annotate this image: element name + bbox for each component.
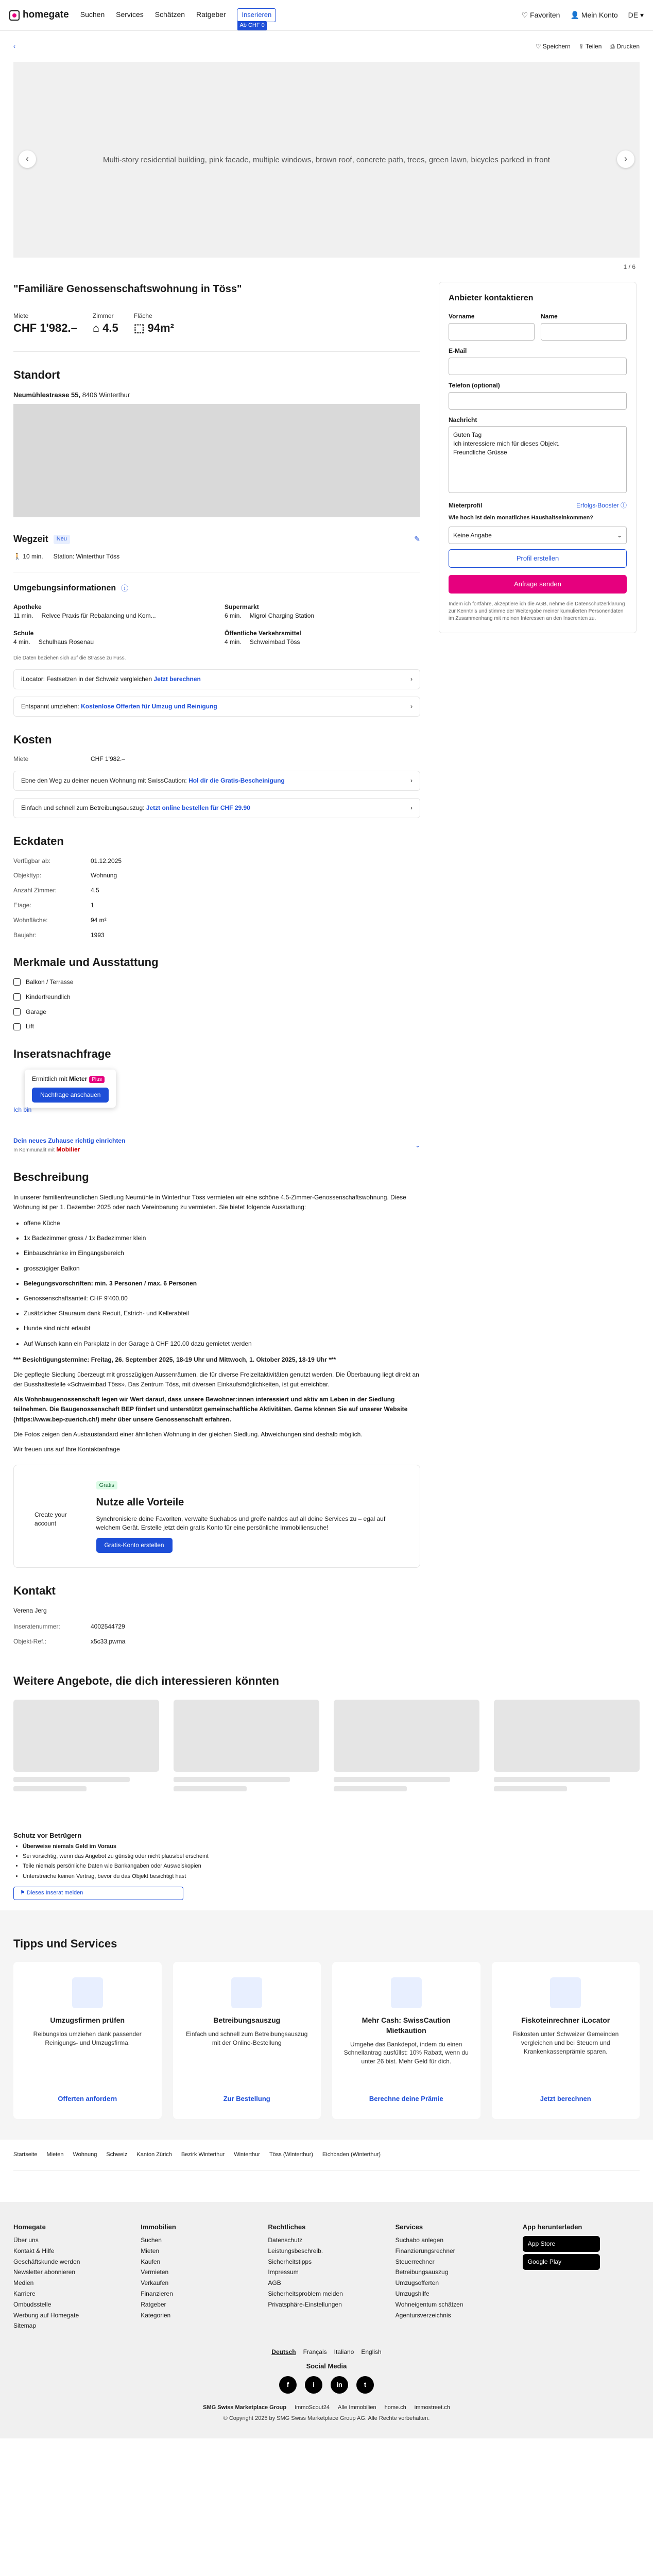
promo-swisscaution[interactable]: Ebne den Weg zu deiner neuen Wohnung mit SwissCaution: Hol dir die Gratis-Bescheinigung › [13,771,420,791]
travel-info: 🚶 10 min. Station: Winterthur Töss [13,552,120,560]
umgebung-heading: Umgebungsinformationen [13,584,116,593]
contact-name: Verena Jerg [13,1607,47,1615]
balcony-icon [13,978,21,986]
arrow-left-icon: ‹ [13,42,15,50]
flag-icon: ⚑ [20,1890,27,1896]
listing-card[interactable] [334,1700,479,1821]
feature-item: Garage [13,1008,420,1016]
surrounding-supermarkt: Supermarkt 6 min. Migrol Charging Station [225,603,315,619]
tipp-card-betreibung[interactable]: Betreibungsauszug Einfach und schnell zum Betreibungsauszug mit der Online-Bestellung Zur Bestellung [173,1962,321,2119]
feature-item: Kinderfreundlich [13,993,420,1002]
keyfact-zimmer: Zimmer ⌂ 4.5 [93,312,118,336]
income-select[interactable]: Keine Angabe ⌄ [449,527,627,544]
contact-table: Inseratenummer: 4002544729 Objekt-Ref.: x5c33.pwma [13,1622,126,1645]
back-link[interactable] [13,42,15,51]
social-links [13,2376,640,2394]
tipp-card-kaution[interactable]: Mehr Cash: SwissCaution Mietkaution Umgehe das Bankdepot, indem du einen Schnellantrag ausfüllst: 10% Rabatt, wenn du unter 26 bist. Mehr Geld für dich. Berechne deine Prämie [332,1962,480,2119]
similar-listings [13,1700,640,1821]
edit-icon[interactable]: ✎ [414,535,420,544]
kosten-miete-value: CHF 1'982.– [91,755,125,763]
nachfrage-link[interactable]: Ich bin [13,1106,32,1114]
standort-heading: Standort [13,368,60,382]
eckdaten-table: Verfügbar ab: 01.12.2025 Objekttyp: Wohnung Anzahl Zimmer: 4.5 Etage: 1 Wohnfläche: 94 m² Baujahr: 1993 [13,857,122,939]
surroundings-note: Die Daten beziehen sich auf die Strasse zu Fuss. [13,655,126,661]
heart-icon: ♡ [535,42,543,50]
gallery-image-description: Multi-story residential building, pink facade, multiple windows, brown roof, concrete path, trees, green lawn, bicycles parked in front [103,155,550,164]
nachfrage-button[interactable]: Nachfrage anschauen [32,1088,109,1103]
key-facts [13,312,420,336]
keyfact-miete: Miete CHF 1'982.– [13,312,77,334]
listing-card[interactable] [494,1700,640,1821]
document-icon [231,1977,262,2008]
kosten-heading: Kosten [13,733,52,746]
name-input[interactable] [541,323,627,341]
site-header [0,0,653,31]
copyright: © Copyright 2025 by SMG Swiss Marketplace Group AG. Alle Rechte vorbehalten. [223,2415,430,2422]
chevron-right-icon: › [410,702,413,710]
nav-schaetzen[interactable]: Schätzen [154,10,185,19]
google-play-button[interactable]: Google Play [523,2254,600,2270]
report-listing-button[interactable]: ⚑ Dieses Inserat melden [13,1887,183,1900]
info-icon[interactable]: ⓘ [121,584,129,592]
location-map[interactable] [13,404,420,517]
cash-icon [391,1977,422,2008]
main-nav [80,8,286,29]
nav-services[interactable]: Services [116,10,144,19]
chevron-right-icon: › [410,777,413,785]
calculator-icon [550,1977,581,2008]
speichern-button[interactable]: ♡ Speichern [535,42,571,50]
instagram-icon[interactable]: i [305,2376,322,2394]
footer-languages: Deutsch Français Italiano English [271,2348,382,2356]
logo-icon [9,10,20,21]
listing-card[interactable] [13,1700,159,1821]
weitere-heading: Weitere Angebote, die dich interessieren könnten [13,1674,279,1688]
info-icon: ⓘ [620,502,627,510]
tipps-section [0,1910,653,2140]
listing-card[interactable] [174,1700,319,1821]
surrounding-schule: Schule 4 min. Schulhaus Rosenau [13,630,94,646]
language-select[interactable]: DE ▾ [628,10,644,19]
new-badge: Neu [54,535,70,544]
image-gallery[interactable] [13,62,640,258]
keyfact-flaeche: Fläche ⬚ 94m² [134,312,174,336]
area-icon: ⬚ [133,321,145,334]
tipps-heading: Tipps und Services [13,1937,117,1950]
nav-suchen[interactable]: Suchen [80,10,105,19]
gallery-prev-button[interactable]: ‹ [19,150,36,168]
legal-text: Indem ich fortfahre, akzeptiere ich die AGB, nehme die Datenschutzerklärung zur Kenntnis und stimme der Weitergabe meiner kumulierten Personendaten im Zusammenhang mit meinen Interessen an den Inserenten zu. [449,601,625,621]
kontakt-heading: Kontakt [13,1584,56,1598]
moving-icon [72,1977,103,2008]
nachfrage-heading: Inseratsnachfrage [13,1047,111,1061]
breadcrumb: Startseite Mieten Wohnung Schweiz Kanton Zürich Bezirk Winterthur Winterthur Töss (Winterthur) Eichbaden (Winterthur) [13,2140,640,2171]
contact-sidebar [439,277,637,1653]
drucken-button[interactable]: ⎙ Drucken [610,42,640,50]
heart-icon: ♡ [521,10,530,19]
print-icon: ⎙ [610,42,617,50]
walking-icon: 🚶 [13,552,23,560]
surrounding-apotheke: Apotheke 11 min. Relvce Praxis für Rebalancing und Kom... [13,603,156,619]
favoriten-link[interactable]: ♡ Favoriten [521,10,560,19]
garage-icon [13,1008,21,1015]
fraud-protection: Schutz vor Betrügern • Überweise niemals Geld im Voraus • Sei vorsichtig, wenn das Angebot zu günstig oder nicht plausibel erscheint • Teile niemals persönliche Daten wie Bankangaben oder Ausweiskopien • Unterstreiche keinen Vertrag, bevor du das Objekt besichtigt hast ⚑ Dieses Inserat melden [13,1831,640,1900]
tipp-card-fiskal[interactable]: Fiskoteinrechner iLocator Fiskosten unter Schweizer Gemeinden vergleichen und bei Steuern und Krankenkassenprämie sparen. Jetzt berechnen [492,1962,640,2119]
app-store-button[interactable]: App Store [523,2236,600,2252]
inserieren-badge: Ab CHF 0 [237,21,266,30]
listing-content: "Familiäre Genossenschaftswohnung in Töss" Miete CHF 1'982.– Zimmer ⌂ 4.5 Fläche ⬚ 94m² Standort Neumühlestrasse 55, 8406 Winterthur Wegzeit Neu ✎ 🚶 10 min. Station: Winterthur Töss Umgebungsinformationen ⓘ Apotheke 11 min. Relvce Praxis für Rebalancing und Kom... Supermarkt 6 min. Migrol Charging Station Schule 4 min. Schulhaus Rosenau Öffentliche Verkehrsmittel 4 min. Schweimbad Töss Die Daten beziehen sich auf die Strasse zu Fuss. iLocator: Festsetzen in der Schweiz vergleichen Jetzt berechnen › Entspannt umziehen: Kostenlose Offerten für Umzug und Reinigung › Kosten Miete CHF 1'982.– Ebne den Weg zu deiner neuen Wohnung mit SwissCaution: Hol dir die Gratis-Bescheinigung › Einfach und schnell zum Betreibungsauszug: Jetzt online bestellen für CHF 29.90 › Eckdaten Verfügbar ab: 01.12.2025 Objekttyp: Wohnung Anzahl Zimmer: 4.5 Etage: 1 Wohnfläche: 94 m² Baujahr: 1993 Merkmale und Ausstattung Balkon / Terrasse Kinderfreundlich Garage Lift Inseratsnachfrage Ermittlich mit Mieter Plus Nachfrage anschauen Ich bin Dein neues Zuhause richtig einrichten In Kommunalit mit Mobilier ⌄ Beschreibung In unserer familienfreundlichen Siedlung Neumühle in Winterthur Töss vermieten wir eine schöne 4.5-Zimmer-Genossenschaftswohnung. Diese Wohnung ist per 1. Dezember 2025 oder nach Vereinbarung zu vermieten. Sie bietet folgende Ausstattung: • offene Küche • 1x Badezimmer gross / 1x Badezimmer klein • Einbauschränke im Eingangsbereich • grosszügiger Balkon • Belegungsvorschriften: min. 3 Personen / max. 6 Personen • Genossenschaftsanteil: CHF 9'400.00 • Zusätzlicher Stauraum dank Reduit, Estrich- und Kellerabteil • Hunde sind nicht erlaubt • Auf Wunsch kann ein Parkplatz in der Garage à CHF 120.00 dazu gemietet werden *** Besichtigungstermine: Freitag, 26. September 2025, 18-19 Uhr und Mittwoch, 1. Oktober 2025, 18-19 Uhr *** Die gepflegte Siedlung überzeugt mit grosszügigen Aussenräumen, die für diverse Freizeitaktivitäten genutzt werden. Die Überbauung liegt direkt an der Busshaltestelle «Schweimbad Töss». Das Zentrum Töss, mit diversen Einkaufsmöglichkeiten, ist gut erreichbar. Als Wohnbaugenossenschaft legen wir Wert darauf, dass unsere Bewohner:innen interessiert und aktiv am Leben in der Siedlung teilnehmen. Die Baugenossenschaft BEP fördert und unterstützt gemeinschaftliche Aktivitäten. Gerne können Sie auf unserer Website (https://www.bep-zuerich.ch/) mehr über unsere Genossenschaft erfahren. Die Fotos zeigen den Ausbaustandard einer ähnlichen Wohnung in der gleichen Siedlung. Abweichungen sind deshalb möglich. Wir freuen uns auf Ihre Kontaktanfrage Create your account Gratis Nutze alle Vorteile Synchronisiere deine Favoriten, verwalte Suchabos und greife nahtlos auf all deine Services zu – egal auf welchem Gerät. Erstelle jetzt dein gratis Konto für eine persönliche Immobiliensuche! Gratis-Konto erstellen Kontakt Verena Jerg Inseratenummer: 4002544729 Objekt-Ref.: x5c33.pwma [13,277,420,1653]
chevron-right-icon: › [410,804,413,811]
nav-ratgeber[interactable]: Ratgeber [196,10,226,19]
nachfrage-tooltip: Ermittlich mit Mieter Plus Nachfrage anschauen [25,1070,116,1108]
promo-betreibung[interactable]: Einfach und schnell zum Betreibungsauszug: Jetzt online bestellen für CHF 29.90 › [13,798,420,818]
address: Neumühlestrasse 55, 8406 Winterthur [13,391,130,399]
lift-icon [13,1023,21,1030]
contact-form: Anbieter kontaktieren Vorname Name E-Mail Telefon (optional) Nachricht Guten Tag Ich interessiere mich für dieses Objekt. Freundliche Grüsse Mieterprofil Erfolgs-Booster ⓘ Wie hoch ist dein monatliches Haushaltseinkommen? Keine Angabe ⌄ Profil erstellen Anfrage senden Indem ich fortfahre, akzeptiere ich die AGB, nehme die Datenschutzerklärung zur Kenntnis und stimme der Weitergabe meiner kumulierten Personendaten im Zusammenhang mit meinen Interessen an den Inserenten zu. [439,282,637,633]
twitter-icon[interactable]: t [356,2376,374,2394]
user-icon: 👤 [570,10,581,19]
surrounding-oev: Öffentliche Verkehrsmittel 4 min. Schweimbad Töss [225,630,301,646]
konto-link[interactable]: 👤 Mein Konto [570,10,618,19]
chevron-right-icon: › [410,675,413,683]
vorname-input[interactable] [449,323,535,341]
create-account-button[interactable]: Gratis-Konto erstellen [96,1538,173,1553]
email-input[interactable] [449,358,627,375]
feature-item: Lift [13,1022,420,1031]
inserieren-button[interactable]: Inserieren Ab CHF 0 [237,8,276,22]
chevron-down-icon: ⌄ [616,531,622,539]
wegzeit-heading: Wegzeit [13,534,48,545]
description-list: • offene Küche • 1x Badezimmer gross / 1x Badezimmer klein • Einbauschränke im Eingangsbereich • grosszügiger Balkon • Belegungsvorschriften: min. 3 Personen / max. 6 Personen • Genossenschaftsanteil: CHF 9'400.00 • Zusätzlicher Stauraum dank Reduit, Estrich- und Kellerabteil • Hunde sind nicht erlaubt • Auf Wunsch kann ein Parkplatz in der Garage à CHF 120.00 dazu gemietet werden [13,1218,420,1349]
profil-erstellen-button[interactable]: Profil erstellen [449,549,627,568]
linkedin-icon[interactable]: in [331,2376,348,2394]
facebook-icon[interactable]: f [279,2376,297,2394]
site-footer: Homegate Über uns Kontakt & Hilfe Geschäftskunde werden Newsletter abonnieren Medien Karriere Ombudsstelle Werbung auf Homegate Sitemap Immobilien Suchen Mieten Kaufen Vermieten Verkaufen Finanzieren Ratgeber Kategorien Rechtliches Datenschutz Leistungsbeschreib. Sicherheitstipps Impressum AGB Sicherheitsproblem melden Privatsphäre-Einstellungen Services Suchabo anlegen Finanzierungsrechner Steuerrechner Betreibungsauszug Umzugsofferten Umzugshilfe Wohneigentum schätzen Agentursverzeichnis App herunterladen App Store Google Play Deutsch Français Italiano English Social Media f i in t SMG Swiss Marketplace Group ImmoScout24 Alle Immobilien home.ch immostreet.ch © Copyright 2025 by SMG Swiss Marketplace Group AG. Alle Rechte vorbehalten. [0,2202,653,2438]
beschreibung-heading: Beschreibung [13,1170,89,1183]
anfrage-senden-button[interactable]: Anfrage senden [449,575,627,594]
surroundings-grid [13,603,420,647]
child-icon [13,993,21,1001]
promo-umzug[interactable]: Entspannt umziehen: Kostenlose Offerten für Umzug und Reinigung › [13,697,420,717]
gallery-counter: 1 / 6 [623,263,635,270]
gallery-next-button[interactable]: › [617,150,634,168]
promo-ilocator[interactable]: iLocator: Festsetzen in der Schweiz vergleichen Jetzt berechnen › [13,669,420,689]
telefon-input[interactable] [449,392,627,410]
gratis-badge: Gratis [96,1481,117,1489]
chevron-down-icon: ▾ [638,10,644,19]
eckdaten-heading: Eckdaten [13,834,64,848]
mieterprofil-link[interactable]: Erfolgs-Booster ⓘ [576,502,627,510]
chevron-down-icon: ⌄ [415,1141,420,1149]
tipp-card-umzug[interactable]: Umzugsfirmen prüfen Reibungslos umziehen dank passender Reinigungs- und Umzugsfirma. Offerten anfordern [13,1962,162,2119]
description: In unserer familienfreundlichen Siedlung Neumühle in Winterthur Töss vermieten wir eine schöne 4.5-Zimmer-Genossenschaftswohnung. Diese Wohnung ist per 1. Dezember 2025 oder nach Vereinbarung zu vermieten. Sie bietet folgende Ausstattung: • offene Küche • 1x Badezimmer gross / 1x Badezimmer klein • Einbauschränke im Eingangsbereich • grosszügiger Balkon • Belegungsvorschriften: min. 3 Personen / max. 6 Personen • Genossenschaftsanteil: CHF 9'400.00 • Zusätzlicher Stauraum dank Reduit, Estrich- und Kellerabteil • Hunde sind nicht erlaubt • Auf Wunsch kann ein Parkplatz in der Garage à CHF 120.00 dazu gemietet werden *** Besichtigungstermine: Freitag, 26. September 2025, 18-19 Uhr und Mittwoch, 1. Oktober 2025, 18-19 Uhr *** Die gepflegte Siedlung überzeugt mit grosszügigen Aussenräumen, die für diverse Freizeitaktivitäten genutzt werden. Die Überbauung liegt direkt an der Busshaltestelle «Schweimbad Töss». Das Zentrum Töss, mit diversen Einkaufsmöglichkeiten, ist gut erreichbar. Als Wohnbaugenossenschaft legen wir Wert darauf, dass unsere Bewohner:innen interessiert und aktiv am Leben in der Siedlung teilnehmen. Die Baugenossenschaft BEP fördert und unterstützt gemeinschaftliche Aktivitäten. Gerne können Sie auf unserer Website (https://www.bep-zuerich.ch/) mehr über unsere Genossenschaft erfahren. Die Fotos zeigen den Ausbaustandard einer ähnlichen Wohnung in der gleichen Siedlung. Abweichungen sind deshalb möglich. Wir freuen uns auf Ihre Kontaktanfrage [13,1193,420,1455]
homegate-logo[interactable]: homegate [9,8,69,22]
plus-badge: Plus [89,1076,104,1083]
feature-item: Balkon / Terrasse [13,978,420,987]
share-icon: ⇪ [578,42,586,50]
listing-title: "Familiäre Genossenschaftswohnung in Töss" [13,283,242,295]
teilen-button[interactable]: ⇪ Teilen [578,42,602,50]
account-promo: Create your account Gratis Nutze alle Vorteile Synchronisiere deine Favoriten, verwalte Suchabos und greife nahtlos auf all deine Services zu – egal auf welchem Gerät. Erstelle jetzt dein gratis Konto für eine persönliche Immobiliensuche! Gratis-Konto erstellen [13,1465,420,1568]
door-icon: ⌂ [92,321,100,334]
listing-toolbar [13,31,640,62]
merkmale-heading: Merkmale und Ausstattung [13,956,159,969]
moebel-promo[interactable]: Dein neues Zuhause richtig einrichten In Kommunalit mit Mobilier ⌄ [13,1137,420,1153]
nachfrage-section [13,1070,420,1137]
nachricht-textarea[interactable]: Guten Tag Ich interessiere mich für dieses Objekt. Freundliche Grüsse [449,426,627,493]
